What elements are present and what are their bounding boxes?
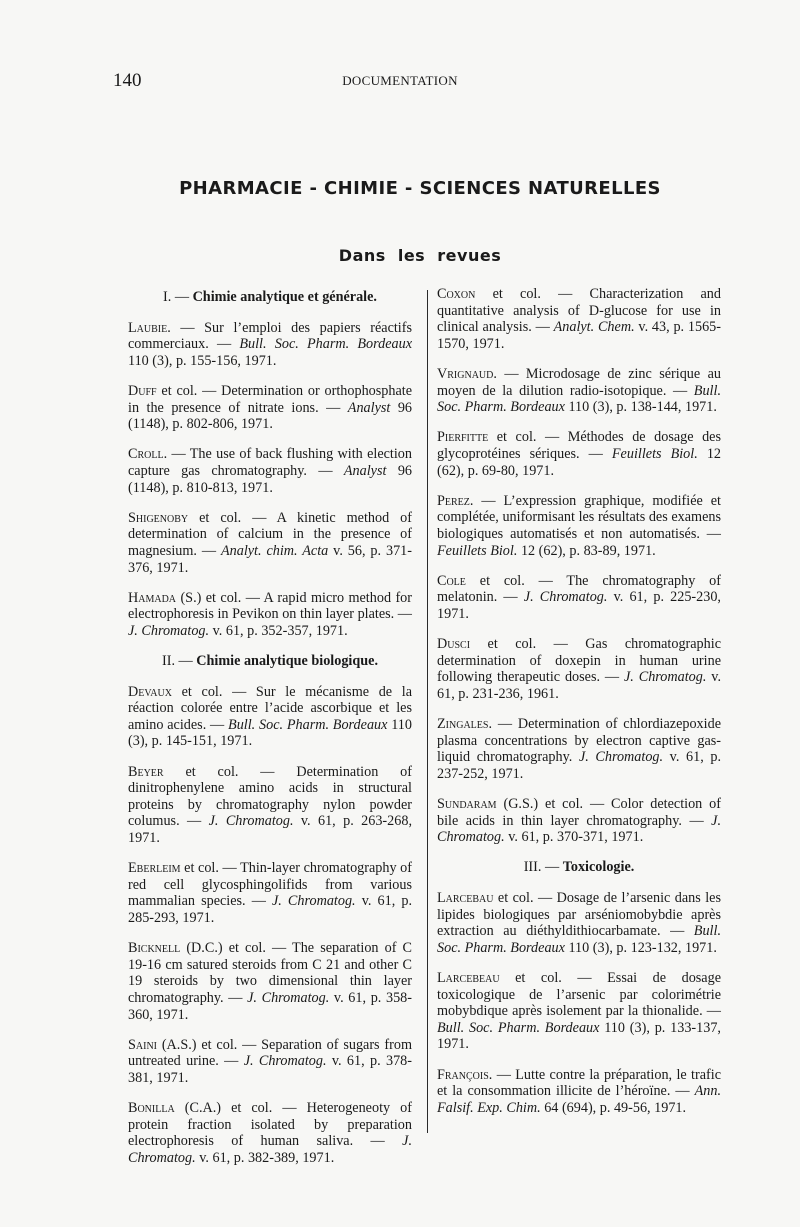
entry-text: — Microdosage de zinc sérique au moyen de la dilution radio-isotopique. — [437, 365, 721, 399]
bibliography-entry [128, 1100, 412, 1166]
entry-reference: v. 61, p. 225-230, 1971. [437, 589, 721, 622]
bibliography-entry [128, 446, 412, 496]
entry-author: Zingales. [437, 716, 492, 733]
entry-author: Shigenoby [128, 509, 189, 526]
entry-journal: J. Chromatog. [247, 989, 330, 1006]
entry-text: — Sur l’emploi des papiers réactifs commerciaux. — [128, 319, 412, 353]
entry-author: Larcebeau [437, 969, 500, 986]
entry-journal: Bull. Soc. Pharm. Bordeaux [437, 923, 721, 956]
entry-author: Beyer [128, 763, 164, 780]
entry-author: Bicknell [128, 940, 181, 957]
entry-journal: J. Chromatog. [208, 813, 294, 830]
entry-author: Pierfitte [437, 429, 489, 446]
entry-author: Saini [128, 1036, 157, 1053]
running-head: DOCUMENTATION [342, 73, 458, 88]
entry-journal: J. Chromatog. [437, 812, 721, 846]
entry-text: et col. — Thin-layer chromatography of red cell glycosphingolifids from various mammalian species. — [128, 860, 412, 910]
bibliography-entry [128, 940, 412, 1023]
entry-reference: v. 56, p. 371-376, 1971. [128, 542, 412, 576]
entry-text: — Determination of chlordiazepoxide plasma concentrations by electron captive gas-liquid chromatography. [437, 716, 721, 766]
bibliography-entry [128, 1037, 412, 1087]
bibliography-entry [128, 383, 412, 433]
entry-text: et col. — Determination of dinitrophenylene amino acids in structural proteins by chromatography nylon powder columus. — [128, 763, 412, 830]
section-title: Chimie analytique et générale. [192, 289, 377, 305]
entry-reference: 64 (694), p. 49-56, 1971. [540, 1099, 687, 1116]
entry-reference: v. 43, p. 1565-1570, 1971. [437, 319, 721, 352]
entry-journal: Analyt. chim. Acta [220, 542, 329, 559]
entry-author: Croll. [128, 446, 168, 463]
entry-journal: J. Chromatog. [271, 893, 356, 910]
entry-journal: Ann. Falsif. Exp. Chim. [437, 1083, 721, 1116]
entry-author: François. [437, 1066, 493, 1083]
entry-text: et col. — Sur le mécanisme de la réaction colorée entre l’acide ascorbique et les amino acides. — [128, 683, 412, 733]
page-header [0, 70, 800, 94]
section-heading [128, 289, 412, 306]
bibliography-entry [437, 716, 721, 782]
entry-journal: Feuillets Biol. [611, 445, 698, 462]
column-divider [427, 290, 428, 1133]
section-heading [437, 859, 721, 876]
right-column [437, 286, 721, 1116]
entry-author: Bonilla [128, 1100, 175, 1117]
entry-author: Duff [128, 382, 157, 399]
entry-author: Cole [437, 572, 466, 589]
entry-text: et col. — Gas chromatographic determination of doxepin in human urine following therapeutic doses. — [437, 636, 721, 686]
main-title: PHARMACIE - CHIMIE - SCIENCES NATURELLES [179, 178, 661, 199]
entry-reference: 96 (1148), p. 810-813, 1971. [128, 462, 412, 496]
entry-author: Dusci [437, 636, 471, 653]
entry-text: — Lutte contre la préparation, le trafic et la consommation illicite de l’héroïne. — [437, 1066, 721, 1100]
entry-journal: Analyst [343, 462, 387, 479]
entry-author: Sundaram [437, 796, 497, 812]
entry-reference: 12 (62), p. 69-80, 1971. [437, 445, 722, 479]
entry-text: (G.S.) et col. — Color detection of bile acids in thin layer chromatography. — [437, 796, 721, 829]
entry-reference: v. 61, p. 370-371, 1971. [504, 829, 644, 846]
section-number: II. — [162, 653, 193, 670]
page-number: 140 [113, 70, 142, 91]
entry-reference: 110 (3), p. 145-151, 1971. [128, 716, 412, 750]
bibliography-entry [437, 1067, 721, 1117]
entry-reference: 110 (3), p. 138-144, 1971. [564, 399, 717, 416]
bibliography-entry [128, 510, 412, 576]
entry-author: Coxon [437, 286, 476, 302]
entry-text: (C.A.) et col. — Heterogeneoty of protein fraction isolated by preparation electrophoresis of human saliva. — [128, 1100, 412, 1150]
entry-journal: J. Chromatog. [128, 622, 210, 639]
entry-journal: J. Chromatog. [523, 589, 608, 606]
entry-author: Eberleim [128, 860, 181, 877]
sub-title: Dans les revues [338, 246, 502, 265]
section-title: Chimie analytique biologique. [196, 653, 378, 670]
section-number: III. — [523, 859, 560, 876]
entry-reference: 110 (3), p. 123-132, 1971. [564, 939, 717, 956]
entry-text: et col. — Determination or orthophosphate in the presence of nitrate ions. — [128, 382, 412, 416]
bibliography-entry [437, 573, 721, 623]
entry-journal: J. Chromatog. [578, 749, 664, 766]
entry-reference: v. 61, p. 382-389, 1971. [195, 1149, 335, 1166]
entry-journal: J. Chromatog. [243, 1053, 327, 1070]
entry-text: — The use of back flushing with election capture gas chromatography. — [128, 446, 412, 479]
left-column [128, 286, 412, 1166]
entry-journal: Bull. Soc. Pharm. Bordeaux [437, 382, 721, 416]
entry-text: et col. — A kinetic method of determination of calcium in the presence of magnesium. — [128, 509, 412, 559]
entry-journal: Bull. Soc. Pharm. Bordeaux [228, 716, 388, 733]
entry-text: (D.C.) et col. — The separation of C 19-16 cm satured steroids from C 21 and other C 19 steroids by two dimensional thin layer chromatography. — [128, 940, 412, 1006]
entry-reference: v. 61, p. 263-268, 1971. [128, 813, 412, 846]
entry-journal: J. Chromatog. [624, 669, 707, 686]
entry-author: Vrignaud. [437, 365, 497, 382]
entry-author: Hamada [128, 589, 177, 606]
bibliography-entry [437, 366, 721, 416]
bibliography-entry [128, 860, 412, 926]
entry-author: Laubie. [128, 319, 171, 336]
bibliography-entry [437, 636, 721, 702]
bibliography-entry [437, 970, 721, 1053]
entry-reference: 110 (3), p. 133-137, 1971. [437, 1019, 721, 1053]
entry-author: Perez. [437, 492, 474, 509]
bibliography-entry [437, 493, 721, 559]
entry-text: et col. — Dosage de l’arsenic dans les lipides biologiques par arséniomobybdie après extraction au diéthyldithiocarbamate. — [437, 889, 721, 940]
entry-text: (S.) et col. — A rapid micro method for electrophoresis in Pevikon on thin layer plates. — [128, 589, 412, 623]
entry-reference: v. 61, p. 285-293, 1971. [128, 893, 412, 926]
entry-journal: Feuillets Biol. [437, 542, 518, 559]
bibliography-entry [128, 764, 412, 847]
section-heading [128, 653, 412, 670]
entry-reference: 12 (62), p. 83-89, 1971. [517, 542, 656, 559]
entry-journal: Bull. Soc. Pharm. Bordeaux [239, 336, 412, 353]
entry-text: et col. — The chromatography of melatonin. — [437, 572, 721, 606]
entry-reference: v. 61, p. 231-236, 1961. [437, 669, 721, 702]
entry-reference: v. 61, p. 237-252, 1971. [437, 749, 721, 782]
bibliography-entry [437, 890, 721, 956]
section-title: Toxicologie. [562, 859, 635, 876]
entry-text: et col. — Méthodes de dosage des glycoprotéines sériques. — [437, 429, 721, 462]
bibliography-entry [437, 429, 721, 479]
entry-text: — L’expression graphique, modifiée et complétée, uniformisant les résultats des examens biologiques automatisés et non automatisés. — [437, 492, 721, 542]
entry-journal: Analyt. Chem. [553, 319, 635, 336]
entry-author: Larcebau [437, 889, 494, 906]
bibliography-entry [128, 590, 412, 640]
entry-reference: 110 (3), p. 155-156, 1971. [128, 352, 277, 369]
entry-reference: v. 61, p. 358-360, 1971. [128, 989, 412, 1023]
entry-text: et col. — Characterization and quantitative analysis of D-glucose for use in clinical analysis. — [437, 286, 721, 336]
entry-reference: v. 61, p. 378-381, 1971. [128, 1053, 412, 1086]
entry-author: Devaux [128, 683, 172, 700]
entry-journal: J. Chromatog. [128, 1133, 412, 1166]
bibliography-entry [437, 286, 721, 352]
bibliography-entry [128, 320, 412, 370]
entry-text: et col. — Essai de dosage toxicologique de l’arsenic par colorimétrie mobybdique après isolement par la thionalide. — [437, 969, 721, 1020]
section-number: I. — [163, 289, 190, 305]
bibliography-entry [128, 684, 412, 750]
bibliography-entry [437, 796, 721, 846]
entry-journal: Bull. Soc. Pharm. Bordeaux [437, 1019, 600, 1036]
entry-journal: Analyst [347, 399, 391, 416]
entry-reference: 96 (1148), p. 802-806, 1971. [128, 399, 413, 433]
entry-reference: v. 61, p. 352-357, 1971. [209, 622, 348, 639]
entry-text: (A.S.) et col. — Separation of sugars from untreated urine. — [128, 1036, 412, 1070]
